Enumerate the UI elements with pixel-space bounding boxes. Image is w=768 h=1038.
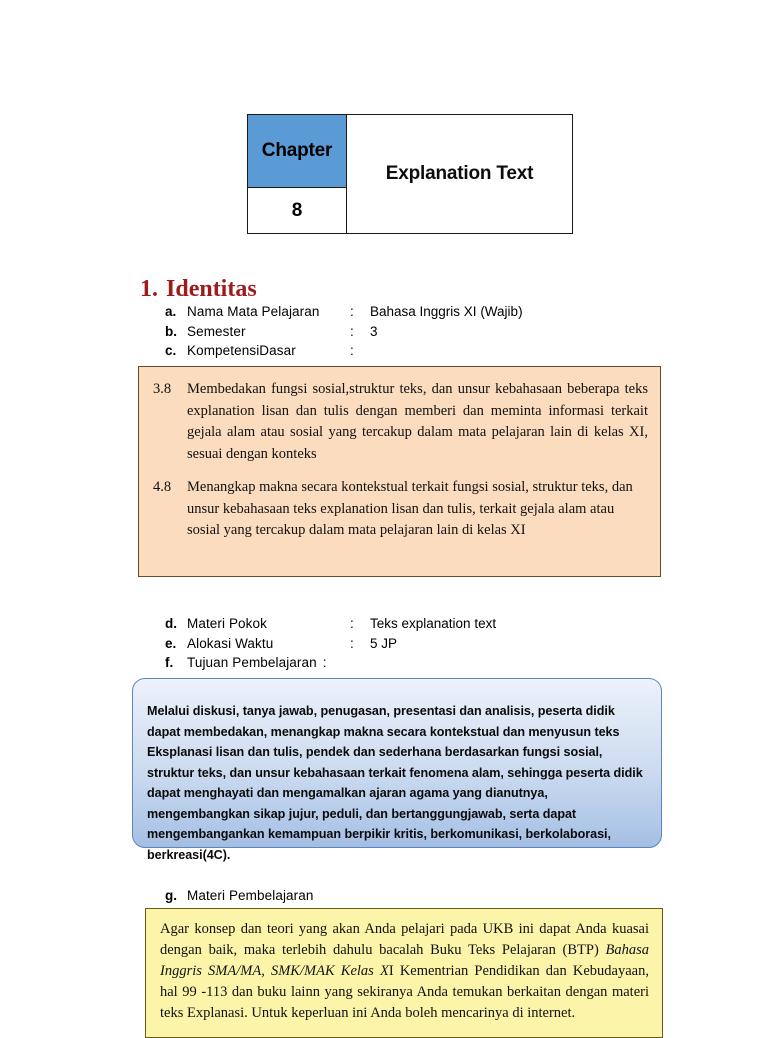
- tujuan-pembelajaran-box: [132, 678, 662, 862]
- list-item-bullet: b.: [165, 323, 177, 339]
- section-number: 1.: [140, 276, 158, 302]
- section-title: Identitas: [166, 276, 257, 302]
- list-item-colon: :: [350, 304, 354, 319]
- list-item-label: Materi Pembelajaran: [187, 888, 314, 903]
- list-item-colon: :: [350, 635, 354, 651]
- list-item: [165, 653, 496, 673]
- chapter-label-cell: Chapter: [248, 115, 347, 188]
- tujuan-pembelajaran-text: Melalui diskusi, tanya jawab, penugasan, presentasi dan analisis, peserta didik dapat membedakan, menangkap makna secara kontekstual dan menyusun teks Eksplanasi lisan dan tulis, pendek dan sederhana berdasarkan fungsi sosial, struktur teks, dan unsur kebahasaan terkait fenomena alam, sehingga peserta didik dapat menghayati dan mengamalkan ajaran agama yang dianutnya, mengembangkan sikap jujur, peduli, dan bertanggungjawab, serta dapat mengembangankan kemampuan berpikir kritis, berkomunikasi, berkolaborasi, berkreasi(4C).: [147, 704, 643, 862]
- kompetensi-dasar-box: [138, 366, 661, 577]
- list-item-value: Teks explanation text: [370, 616, 497, 631]
- list-item-colon: :: [322, 655, 327, 670]
- materi-pembelajaran-text: [160, 919, 649, 1024]
- list-item-bullet: a.: [165, 304, 177, 319]
- list-item-label: Semester: [187, 323, 246, 339]
- identity-list: [165, 302, 523, 361]
- list-item-label: Materi Pokok: [187, 616, 267, 631]
- list-item-label: Alokasi Waktu: [187, 635, 274, 651]
- page-title: [140, 276, 257, 303]
- chapter-header-table: [247, 114, 573, 234]
- list-item: [165, 322, 523, 342]
- chapter-title-cell: Explanation Text: [347, 115, 573, 234]
- yellow-text-before: Agar konsep dan teori yang akan Anda pelajari pada UKB ini dapat Anda kuasai dengan baik, maka terlebih dahulu bacalah Buku Teks Pelajaran (BTP): [160, 921, 649, 958]
- list-item: [165, 341, 523, 361]
- list-item-colon: :: [350, 323, 354, 339]
- kd-item: [153, 477, 648, 542]
- table-row: [248, 115, 573, 188]
- list-item-bullet: f.: [165, 655, 174, 670]
- list-item-bullet: d.: [165, 616, 177, 631]
- chapter-number-cell: 8: [248, 188, 347, 234]
- list-item-label: Nama Mata Pelajaran: [187, 304, 320, 319]
- list-item-value: Bahasa Inggris XI (Wajib): [370, 304, 523, 319]
- kd-text: Membedakan fungsi sosial,struktur teks, dan unsur kebahasaan beberapa teks explanation lisan dan tulis dengan memberi dan meminta informasi terkait gejala alam atau sosial yang tercakup dalam mata pelajaran lain di kelas XI, sesuai dengan konteks: [187, 381, 648, 462]
- list-item: [165, 886, 350, 906]
- list-item-value: 3: [370, 323, 378, 339]
- list-item-value: 5 JP: [370, 635, 398, 651]
- yellow-text-italic: Bahasa Inggris SMA/MA, SMK/MAK Kelas X: [160, 942, 649, 979]
- list-item-bullet: e.: [165, 635, 177, 651]
- materi-pembelajaran-box: [145, 908, 663, 1038]
- list-item-bullet: c.: [165, 343, 177, 358]
- list-item-colon: :: [350, 343, 354, 358]
- list-item: [165, 614, 496, 634]
- list-item-label: KompetensiDasar: [187, 343, 296, 358]
- list-item: [165, 634, 496, 654]
- kd-item: [153, 379, 648, 465]
- list-item-label: Tujuan Pembelajaran: [187, 655, 317, 670]
- kd-text: Menangkap makna secara kontekstual terkait fungsi sosial, struktur teks, dan unsur kebahasaan teks explanation lisan dan tulis, terkait gejala alam atau sosial yang tercakup dalam mata pelajaran lain di kelas XI: [187, 479, 633, 538]
- list-item: [165, 302, 523, 322]
- kd-number: 3.8: [153, 381, 172, 397]
- yellow-text-after: I Kementrian Pendidikan dan Kebudayaan, hal 99 -113 dan buku lainn yang sekiranya Anda temukan berkaitan dengan materi teks Explanasi. Untuk keperluan ini Anda boleh mencarinya di internet.: [160, 963, 649, 1021]
- identity-list-secondary: [165, 614, 496, 673]
- materi-pembelajaran-row: [165, 886, 350, 906]
- list-item-bullet: g.: [165, 888, 177, 903]
- kd-number: 4.8: [153, 479, 172, 495]
- list-item-colon: :: [350, 616, 354, 631]
